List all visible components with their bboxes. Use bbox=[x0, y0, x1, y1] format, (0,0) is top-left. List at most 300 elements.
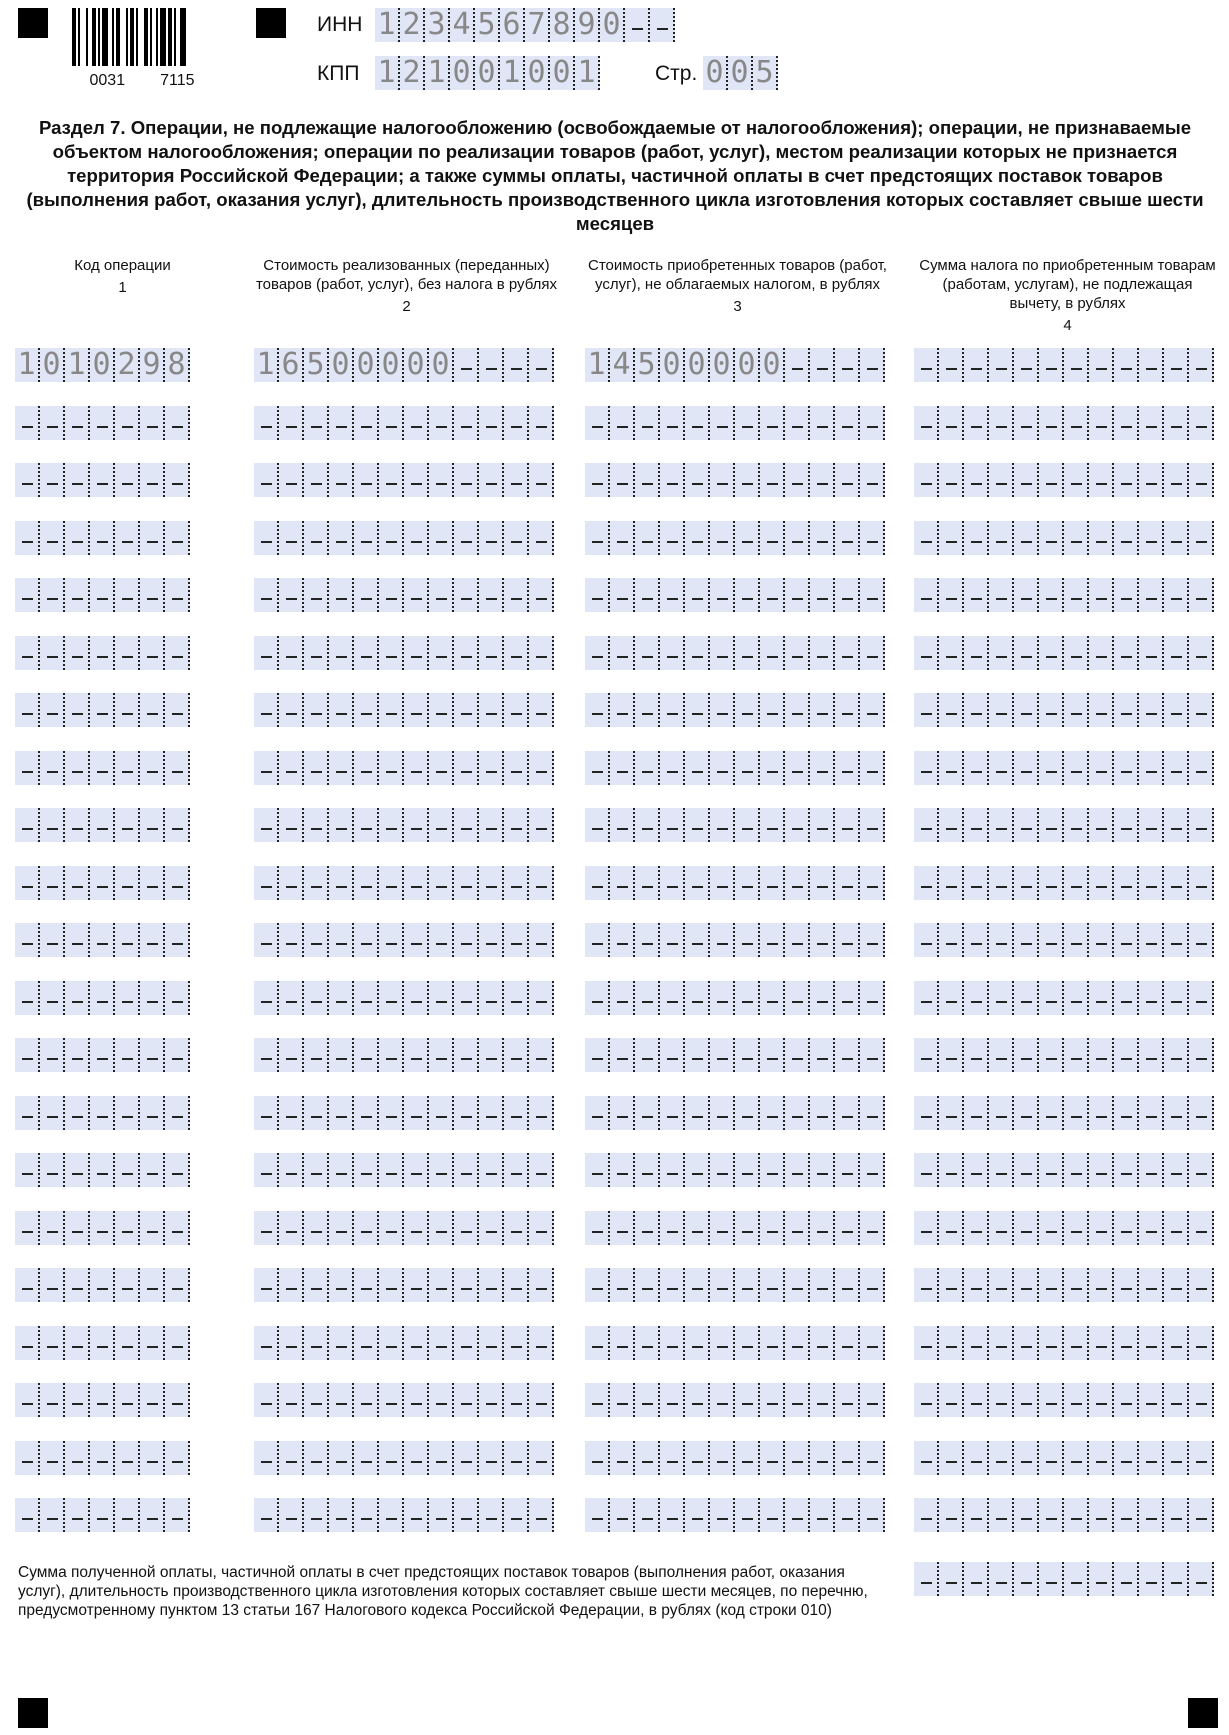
char-cell[interactable] bbox=[1187, 636, 1214, 670]
char-cell[interactable] bbox=[352, 1268, 377, 1302]
char-cell[interactable] bbox=[783, 981, 808, 1015]
char-cell[interactable] bbox=[733, 1153, 758, 1187]
char-cell[interactable] bbox=[427, 866, 452, 900]
char-cell[interactable] bbox=[683, 751, 708, 785]
char-cell[interactable] bbox=[163, 406, 190, 440]
char-cell[interactable] bbox=[1062, 693, 1087, 727]
char-cell[interactable]: 0 bbox=[88, 348, 113, 382]
char-cell[interactable] bbox=[452, 1498, 477, 1532]
char-cell[interactable] bbox=[1112, 751, 1137, 785]
char-cell[interactable] bbox=[987, 808, 1012, 842]
char-cell[interactable] bbox=[658, 1498, 683, 1532]
char-cell[interactable] bbox=[138, 1441, 163, 1475]
char-cell[interactable] bbox=[658, 1211, 683, 1245]
char-cell[interactable] bbox=[858, 1326, 885, 1360]
char-cell[interactable] bbox=[1112, 808, 1137, 842]
char-cell[interactable] bbox=[138, 981, 163, 1015]
char-cell[interactable] bbox=[1137, 866, 1162, 900]
char-cell[interactable] bbox=[858, 1096, 885, 1130]
char-cell[interactable] bbox=[163, 1498, 190, 1532]
char-cell[interactable] bbox=[1112, 1498, 1137, 1532]
char-cell[interactable] bbox=[733, 1441, 758, 1475]
char-cell[interactable] bbox=[758, 636, 783, 670]
char-cell[interactable] bbox=[1087, 578, 1112, 612]
char-cell[interactable] bbox=[1012, 1153, 1037, 1187]
char-cell[interactable] bbox=[633, 463, 658, 497]
char-cell[interactable] bbox=[163, 866, 190, 900]
char-cell[interactable] bbox=[758, 1383, 783, 1417]
char-cell[interactable] bbox=[808, 1038, 833, 1072]
column-3-field[interactable] bbox=[585, 1498, 885, 1532]
char-cell[interactable] bbox=[477, 751, 502, 785]
char-cell[interactable] bbox=[427, 923, 452, 957]
char-cell[interactable] bbox=[302, 1326, 327, 1360]
char-cell[interactable]: 0 bbox=[708, 348, 733, 382]
char-cell[interactable]: 5 bbox=[302, 348, 327, 382]
char-cell[interactable] bbox=[477, 1211, 502, 1245]
char-cell[interactable]: 1 bbox=[63, 348, 88, 382]
char-cell[interactable] bbox=[833, 348, 858, 382]
column-1-field[interactable] bbox=[15, 1096, 190, 1130]
char-cell[interactable] bbox=[15, 1211, 38, 1245]
char-cell[interactable] bbox=[15, 463, 38, 497]
char-cell[interactable] bbox=[962, 348, 987, 382]
char-cell[interactable] bbox=[427, 1038, 452, 1072]
char-cell[interactable] bbox=[1087, 348, 1112, 382]
char-cell[interactable] bbox=[327, 751, 352, 785]
char-cell[interactable] bbox=[88, 1268, 113, 1302]
char-cell[interactable] bbox=[585, 1268, 608, 1302]
char-cell[interactable] bbox=[758, 693, 783, 727]
char-cell[interactable] bbox=[377, 1096, 402, 1130]
char-cell[interactable] bbox=[113, 636, 138, 670]
char-cell[interactable] bbox=[163, 751, 190, 785]
char-cell[interactable] bbox=[858, 1268, 885, 1302]
char-cell[interactable] bbox=[608, 1153, 633, 1187]
column-2-field[interactable] bbox=[254, 1441, 554, 1475]
char-cell[interactable]: 0 bbox=[327, 348, 352, 382]
column-4-field[interactable] bbox=[914, 1096, 1214, 1130]
char-cell[interactable] bbox=[633, 751, 658, 785]
char-cell[interactable] bbox=[15, 406, 38, 440]
char-cell[interactable] bbox=[88, 578, 113, 612]
char-cell[interactable] bbox=[402, 463, 427, 497]
char-cell[interactable] bbox=[758, 923, 783, 957]
char-cell[interactable] bbox=[402, 1038, 427, 1072]
char-cell[interactable] bbox=[88, 1096, 113, 1130]
char-cell[interactable] bbox=[138, 1153, 163, 1187]
char-cell[interactable] bbox=[327, 1153, 352, 1187]
char-cell[interactable] bbox=[608, 751, 633, 785]
char-cell[interactable] bbox=[808, 1268, 833, 1302]
char-cell[interactable] bbox=[1112, 578, 1137, 612]
char-cell[interactable] bbox=[163, 521, 190, 555]
char-cell[interactable] bbox=[1187, 578, 1214, 612]
column-1-field[interactable] bbox=[15, 866, 190, 900]
char-cell[interactable] bbox=[427, 1268, 452, 1302]
char-cell[interactable] bbox=[1187, 521, 1214, 555]
char-cell[interactable] bbox=[502, 1153, 527, 1187]
char-cell[interactable] bbox=[758, 1096, 783, 1130]
char-cell[interactable] bbox=[1187, 923, 1214, 957]
char-cell[interactable] bbox=[88, 1383, 113, 1417]
char-cell[interactable] bbox=[937, 578, 962, 612]
char-cell[interactable] bbox=[502, 1383, 527, 1417]
char-cell[interactable] bbox=[302, 866, 327, 900]
char-cell[interactable] bbox=[608, 981, 633, 1015]
char-cell[interactable] bbox=[1012, 348, 1037, 382]
char-cell[interactable] bbox=[833, 751, 858, 785]
char-cell[interactable] bbox=[163, 1211, 190, 1245]
column-2-field[interactable] bbox=[254, 1268, 554, 1302]
char-cell[interactable] bbox=[15, 1498, 38, 1532]
char-cell[interactable] bbox=[658, 578, 683, 612]
char-cell[interactable] bbox=[1112, 1096, 1137, 1130]
char-cell[interactable] bbox=[402, 521, 427, 555]
char-cell[interactable] bbox=[15, 1441, 38, 1475]
char-cell[interactable] bbox=[63, 1268, 88, 1302]
char-cell[interactable] bbox=[1012, 1498, 1037, 1532]
char-cell[interactable] bbox=[477, 981, 502, 1015]
char-cell[interactable] bbox=[502, 521, 527, 555]
char-cell[interactable] bbox=[833, 1498, 858, 1532]
column-2-field[interactable] bbox=[254, 1153, 554, 1187]
char-cell[interactable] bbox=[163, 1038, 190, 1072]
char-cell[interactable] bbox=[113, 406, 138, 440]
char-cell[interactable] bbox=[1112, 1153, 1137, 1187]
char-cell[interactable] bbox=[254, 866, 277, 900]
char-cell[interactable] bbox=[783, 866, 808, 900]
char-cell[interactable] bbox=[1187, 406, 1214, 440]
char-cell[interactable] bbox=[962, 1038, 987, 1072]
char-cell[interactable] bbox=[352, 1326, 377, 1360]
char-cell[interactable] bbox=[608, 693, 633, 727]
char-cell[interactable] bbox=[858, 808, 885, 842]
char-cell[interactable] bbox=[1112, 1383, 1137, 1417]
char-cell[interactable] bbox=[733, 636, 758, 670]
char-cell[interactable] bbox=[783, 348, 808, 382]
char-cell[interactable] bbox=[477, 636, 502, 670]
char-cell[interactable] bbox=[914, 463, 937, 497]
column-4-field[interactable] bbox=[914, 1211, 1214, 1245]
char-cell[interactable] bbox=[452, 1441, 477, 1475]
char-cell[interactable] bbox=[1162, 1038, 1187, 1072]
char-cell[interactable] bbox=[163, 636, 190, 670]
char-cell[interactable] bbox=[163, 463, 190, 497]
char-cell[interactable] bbox=[783, 578, 808, 612]
char-cell[interactable] bbox=[113, 578, 138, 612]
char-cell[interactable] bbox=[1087, 1153, 1112, 1187]
char-cell[interactable]: 0 bbox=[758, 348, 783, 382]
char-cell[interactable] bbox=[1187, 1268, 1214, 1302]
char-cell[interactable] bbox=[808, 923, 833, 957]
char-cell[interactable] bbox=[88, 923, 113, 957]
char-cell[interactable] bbox=[1137, 1211, 1162, 1245]
char-cell[interactable] bbox=[254, 981, 277, 1015]
column-1-field[interactable] bbox=[15, 636, 190, 670]
char-cell[interactable] bbox=[277, 1153, 302, 1187]
char-cell[interactable] bbox=[327, 923, 352, 957]
char-cell[interactable] bbox=[937, 1096, 962, 1130]
char-cell[interactable] bbox=[427, 751, 452, 785]
char-cell[interactable] bbox=[758, 751, 783, 785]
char-cell[interactable] bbox=[502, 866, 527, 900]
char-cell[interactable] bbox=[914, 866, 937, 900]
column-2-field[interactable] bbox=[254, 866, 554, 900]
column-2-field[interactable] bbox=[254, 521, 554, 555]
column-3-field[interactable] bbox=[585, 1441, 885, 1475]
char-cell[interactable] bbox=[1187, 866, 1214, 900]
char-cell[interactable] bbox=[527, 866, 554, 900]
char-cell[interactable] bbox=[327, 1383, 352, 1417]
char-cell[interactable] bbox=[733, 808, 758, 842]
char-cell[interactable] bbox=[63, 808, 88, 842]
char-cell[interactable]: 0 bbox=[703, 56, 726, 90]
char-cell[interactable] bbox=[758, 1441, 783, 1475]
char-cell[interactable] bbox=[858, 1038, 885, 1072]
char-cell[interactable] bbox=[733, 1038, 758, 1072]
column-2-field[interactable] bbox=[254, 406, 554, 440]
char-cell[interactable] bbox=[277, 808, 302, 842]
char-cell[interactable] bbox=[758, 1268, 783, 1302]
char-cell[interactable] bbox=[962, 463, 987, 497]
column-4-field[interactable] bbox=[914, 693, 1214, 727]
char-cell[interactable] bbox=[914, 1326, 937, 1360]
char-cell[interactable] bbox=[302, 1498, 327, 1532]
char-cell[interactable] bbox=[708, 808, 733, 842]
char-cell[interactable] bbox=[1137, 808, 1162, 842]
char-cell[interactable] bbox=[758, 1211, 783, 1245]
char-cell[interactable] bbox=[858, 578, 885, 612]
char-cell[interactable] bbox=[658, 1038, 683, 1072]
char-cell[interactable] bbox=[987, 1441, 1012, 1475]
char-cell[interactable] bbox=[327, 406, 352, 440]
char-cell[interactable] bbox=[962, 636, 987, 670]
char-cell[interactable] bbox=[502, 751, 527, 785]
column-4-field[interactable] bbox=[914, 808, 1214, 842]
char-cell[interactable] bbox=[1087, 1498, 1112, 1532]
char-cell[interactable] bbox=[402, 808, 427, 842]
char-cell[interactable] bbox=[138, 1383, 163, 1417]
char-cell[interactable] bbox=[477, 521, 502, 555]
char-cell[interactable] bbox=[1187, 1441, 1214, 1475]
char-cell[interactable] bbox=[1037, 923, 1062, 957]
char-cell[interactable]: 0 bbox=[733, 348, 758, 382]
char-cell[interactable] bbox=[63, 981, 88, 1015]
char-cell[interactable] bbox=[502, 636, 527, 670]
char-cell[interactable] bbox=[88, 866, 113, 900]
char-cell[interactable] bbox=[1137, 406, 1162, 440]
char-cell[interactable] bbox=[937, 1211, 962, 1245]
char-cell[interactable] bbox=[914, 751, 937, 785]
char-cell[interactable] bbox=[962, 1383, 987, 1417]
char-cell[interactable] bbox=[1112, 923, 1137, 957]
column-1-field[interactable] bbox=[15, 1326, 190, 1360]
column-1-field[interactable] bbox=[15, 808, 190, 842]
column-2-field[interactable] bbox=[254, 1383, 554, 1417]
char-cell[interactable] bbox=[527, 1153, 554, 1187]
char-cell[interactable] bbox=[1012, 1441, 1037, 1475]
char-cell[interactable] bbox=[1037, 636, 1062, 670]
column-3-field[interactable] bbox=[585, 1383, 885, 1417]
char-cell[interactable] bbox=[302, 1383, 327, 1417]
char-cell[interactable] bbox=[937, 981, 962, 1015]
char-cell[interactable] bbox=[758, 1498, 783, 1532]
char-cell[interactable] bbox=[63, 1326, 88, 1360]
char-cell[interactable] bbox=[1062, 521, 1087, 555]
char-cell[interactable] bbox=[808, 1441, 833, 1475]
char-cell[interactable] bbox=[1137, 1383, 1162, 1417]
char-cell[interactable] bbox=[833, 693, 858, 727]
char-cell[interactable] bbox=[113, 463, 138, 497]
char-cell[interactable] bbox=[38, 463, 63, 497]
char-cell[interactable] bbox=[15, 636, 38, 670]
column-2-field[interactable] bbox=[254, 463, 554, 497]
char-cell[interactable] bbox=[63, 1211, 88, 1245]
char-cell[interactable] bbox=[937, 1153, 962, 1187]
char-cell[interactable] bbox=[914, 636, 937, 670]
char-cell[interactable] bbox=[113, 1268, 138, 1302]
char-cell[interactable] bbox=[585, 1383, 608, 1417]
char-cell[interactable] bbox=[38, 1038, 63, 1072]
char-cell[interactable]: 0 bbox=[598, 8, 623, 42]
char-cell[interactable] bbox=[1062, 1383, 1087, 1417]
char-cell[interactable] bbox=[452, 923, 477, 957]
char-cell[interactable] bbox=[733, 1211, 758, 1245]
char-cell[interactable] bbox=[352, 406, 377, 440]
char-cell[interactable] bbox=[1012, 866, 1037, 900]
column-3-field[interactable] bbox=[585, 866, 885, 900]
char-cell[interactable] bbox=[452, 1326, 477, 1360]
char-cell[interactable] bbox=[1162, 1096, 1187, 1130]
char-cell[interactable] bbox=[1112, 406, 1137, 440]
char-cell[interactable] bbox=[937, 1383, 962, 1417]
char-cell[interactable] bbox=[1087, 693, 1112, 727]
char-cell[interactable] bbox=[277, 866, 302, 900]
char-cell[interactable] bbox=[585, 1441, 608, 1475]
char-cell[interactable] bbox=[808, 693, 833, 727]
char-cell[interactable] bbox=[1187, 1096, 1214, 1130]
char-cell[interactable] bbox=[658, 1383, 683, 1417]
char-cell[interactable] bbox=[452, 1211, 477, 1245]
char-cell[interactable] bbox=[708, 981, 733, 1015]
char-cell[interactable] bbox=[1187, 751, 1214, 785]
char-cell[interactable] bbox=[402, 1096, 427, 1130]
char-cell[interactable] bbox=[633, 981, 658, 1015]
char-cell[interactable] bbox=[427, 463, 452, 497]
char-cell[interactable] bbox=[302, 693, 327, 727]
char-cell[interactable]: 5 bbox=[633, 348, 658, 382]
column-1-field[interactable] bbox=[15, 1038, 190, 1072]
char-cell[interactable] bbox=[113, 751, 138, 785]
char-cell[interactable] bbox=[758, 578, 783, 612]
char-cell[interactable] bbox=[377, 923, 402, 957]
char-cell[interactable] bbox=[302, 751, 327, 785]
char-cell[interactable] bbox=[1087, 866, 1112, 900]
char-cell[interactable] bbox=[527, 981, 554, 1015]
char-cell[interactable] bbox=[427, 636, 452, 670]
column-4-field[interactable] bbox=[914, 1038, 1214, 1072]
char-cell[interactable] bbox=[987, 923, 1012, 957]
char-cell[interactable] bbox=[1137, 1096, 1162, 1130]
char-cell[interactable] bbox=[427, 1326, 452, 1360]
char-cell[interactable] bbox=[502, 463, 527, 497]
column-3-field[interactable] bbox=[585, 751, 885, 785]
char-cell[interactable] bbox=[38, 866, 63, 900]
char-cell[interactable] bbox=[808, 751, 833, 785]
char-cell[interactable] bbox=[163, 1096, 190, 1130]
char-cell[interactable] bbox=[937, 348, 962, 382]
char-cell[interactable] bbox=[1087, 1326, 1112, 1360]
char-cell[interactable] bbox=[163, 693, 190, 727]
char-cell[interactable] bbox=[633, 866, 658, 900]
char-cell[interactable] bbox=[1037, 406, 1062, 440]
char-cell[interactable] bbox=[733, 693, 758, 727]
char-cell[interactable] bbox=[88, 406, 113, 440]
char-cell[interactable] bbox=[962, 1268, 987, 1302]
char-cell[interactable] bbox=[962, 1153, 987, 1187]
char-cell[interactable] bbox=[808, 1498, 833, 1532]
char-cell[interactable] bbox=[758, 866, 783, 900]
char-cell[interactable] bbox=[15, 693, 38, 727]
char-cell[interactable] bbox=[452, 463, 477, 497]
char-cell[interactable] bbox=[1012, 1383, 1037, 1417]
char-cell[interactable] bbox=[987, 521, 1012, 555]
char-cell[interactable] bbox=[758, 1153, 783, 1187]
column-3-field[interactable] bbox=[585, 636, 885, 670]
char-cell[interactable] bbox=[1087, 751, 1112, 785]
char-cell[interactable] bbox=[113, 866, 138, 900]
char-cell[interactable] bbox=[352, 866, 377, 900]
char-cell[interactable] bbox=[808, 521, 833, 555]
char-cell[interactable]: 5 bbox=[473, 8, 498, 42]
char-cell[interactable] bbox=[1162, 636, 1187, 670]
char-cell[interactable] bbox=[1062, 1038, 1087, 1072]
char-cell[interactable] bbox=[377, 1326, 402, 1360]
char-cell[interactable] bbox=[608, 406, 633, 440]
char-cell[interactable] bbox=[1037, 578, 1062, 612]
char-cell[interactable] bbox=[352, 463, 377, 497]
char-cell[interactable] bbox=[277, 693, 302, 727]
char-cell[interactable] bbox=[708, 693, 733, 727]
char-cell[interactable] bbox=[683, 1211, 708, 1245]
char-cell[interactable] bbox=[477, 1268, 502, 1302]
char-cell[interactable] bbox=[633, 578, 658, 612]
char-cell[interactable] bbox=[88, 1153, 113, 1187]
char-cell[interactable] bbox=[1062, 981, 1087, 1015]
char-cell[interactable] bbox=[254, 1441, 277, 1475]
char-cell[interactable] bbox=[38, 693, 63, 727]
char-cell[interactable] bbox=[138, 1498, 163, 1532]
char-cell[interactable] bbox=[1137, 348, 1162, 382]
char-cell[interactable] bbox=[452, 406, 477, 440]
char-cell[interactable] bbox=[302, 1096, 327, 1130]
char-cell[interactable] bbox=[585, 1211, 608, 1245]
char-cell[interactable] bbox=[833, 1268, 858, 1302]
char-cell[interactable] bbox=[608, 578, 633, 612]
column-2-field[interactable] bbox=[254, 1211, 554, 1245]
char-cell[interactable] bbox=[402, 406, 427, 440]
char-cell[interactable] bbox=[138, 808, 163, 842]
char-cell[interactable]: 7 bbox=[523, 8, 548, 42]
char-cell[interactable] bbox=[1062, 1211, 1087, 1245]
char-cell[interactable] bbox=[1137, 1326, 1162, 1360]
char-cell[interactable]: 0 bbox=[402, 348, 427, 382]
char-cell[interactable]: 1 bbox=[498, 56, 523, 90]
char-cell[interactable] bbox=[163, 923, 190, 957]
char-cell[interactable] bbox=[427, 1498, 452, 1532]
column-2-field[interactable] bbox=[254, 1326, 554, 1360]
